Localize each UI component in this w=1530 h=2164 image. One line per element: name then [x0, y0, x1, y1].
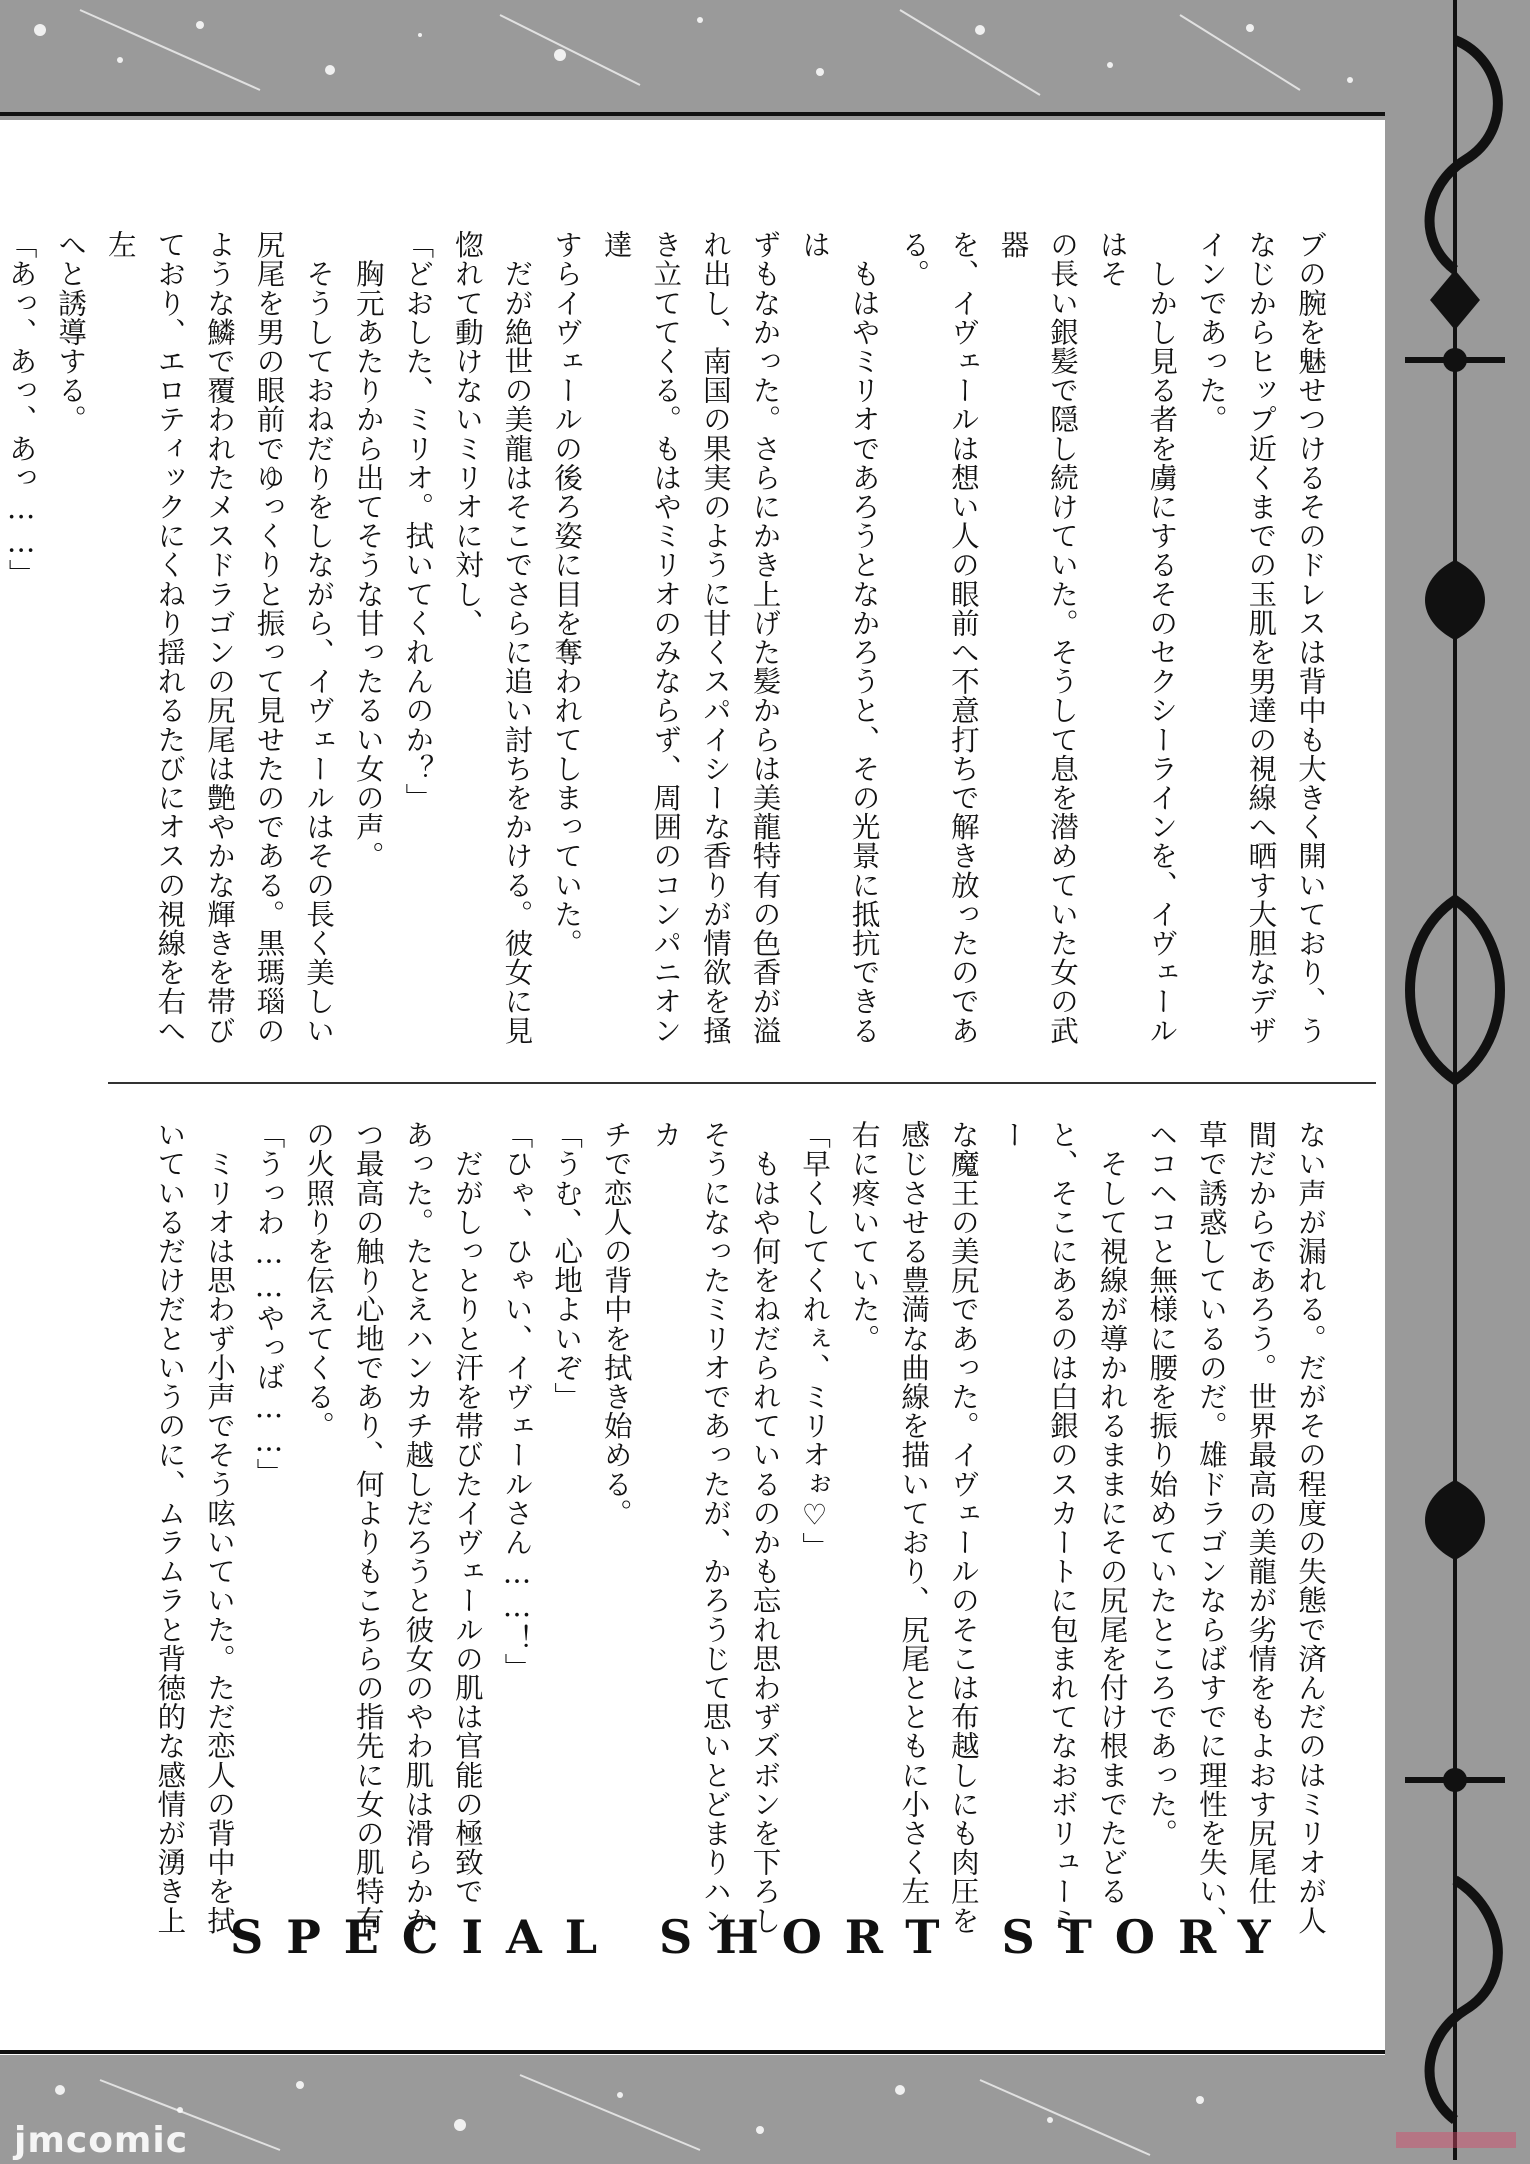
text-column: なじからヒップ近くまでの玉肌を男達の視線へ晒す大胆なデザ — [1244, 230, 1278, 1045]
text-column: つ最高の触り心地であり、何よりもこちらの指先に女の肌特有 — [351, 1120, 385, 1935]
text-column: の長い銀髪で隠し続けていた。そうして息を潜めていた女の武器 — [996, 230, 1080, 1045]
text-column: れ出し、南国の果実のように甘くスパイシーな香りが情欲を掻 — [698, 230, 732, 1045]
text-column: そうになったミリオであったが、かろうじて思いとどまりハンカ — [649, 1120, 732, 1935]
site-watermark: jmcomic — [14, 2120, 189, 2161]
ornamental-border-right — [1385, 0, 1530, 2160]
text-column: もはや何をねだられているのかも忘れ思わずズボンを下ろし — [748, 1120, 782, 1935]
text-column: へと誘導する。 — [54, 230, 88, 434]
text-column: ミリオは思わず小声でそう呟いていた。ただ恋人の背中を拭 — [202, 1120, 236, 1935]
text-column: 胸元あたりから出てそうな甘ったるい女の声。 — [351, 230, 385, 871]
text-column: 右に疼いていた。 — [847, 1120, 881, 1353]
text-column: ない声が漏れる。だがその程度の失態で済んだのはミリオが人 — [1294, 1120, 1327, 1935]
bottom-frame-line — [0, 2050, 1425, 2054]
text-column: しかし見る者を虜にするそのセクシーラインを、イヴェールはそ — [1095, 230, 1179, 1045]
text-column: 感じさせる豊満な曲線を描いており、尻尾とともに小さく左 — [897, 1120, 931, 1906]
text-column: ブの腕を魅せつけるそのドレスは背中も大きく開いており、う — [1294, 230, 1327, 1045]
text-column: 「うっわ……やっば……」 — [252, 1120, 286, 1488]
text-column: を、イヴェールは想い人の眼前へ不意打ちで解き放ったのである。 — [897, 230, 980, 1045]
text-column: 間だからであろう。世界最高の美龍が劣情をもよおす尻尾仕 — [1244, 1120, 1278, 1906]
text-column: と、そこにあるのは白銀のスカートに包まれてなおボリューミー — [996, 1120, 1080, 1935]
story-text-top — [4, 230, 1335, 1060]
text-column: 「ひゃ、ひゃい、イヴェールさん……！」 — [500, 1120, 534, 1682]
text-column: いているだけだというのに、ムラムラと背徳的な感情が湧き上 — [153, 1120, 187, 1935]
text-column: 惚れて動けないミリオに対し、 — [450, 230, 484, 638]
text-column: 草で誘惑しているのだ。雄ドラゴンならばすでに理性を失い、 — [1194, 1120, 1228, 1935]
corner-logo — [1396, 2128, 1516, 2152]
top-frame-line — [0, 112, 1425, 116]
text-column: ており、エロティックにくねり揺れるたびにオスの視線を右へ左 — [103, 230, 187, 1045]
text-column: の火照りを伝えてくる。 — [302, 1120, 336, 1441]
text-column: すらイヴェールの後ろ姿に目を奪われてしまっていた。 — [550, 230, 584, 958]
text-column: インであった。 — [1194, 230, 1228, 434]
story-text-bottom — [153, 1120, 1335, 1960]
text-column: だがしっとりと汗を帯びたイヴェールの肌は官能の極致で — [450, 1120, 484, 1906]
text-column: あった。たとえハンカチ越しだろうと彼女のやわ肌は滑らかか — [401, 1120, 435, 1935]
text-column: き立ててくる。もはやミリオのみならず、周囲のコンパニオン達 — [599, 230, 683, 1045]
text-column: だが絶世の美龍はそこでさらに追い討ちをかける。彼女に見 — [500, 230, 534, 1045]
text-column: 「あっ、あっ、あっ……」 — [4, 230, 38, 589]
text-column: 尻尾を男の眼前でゆっくりと振って見せたのである。黒瑪瑙の — [252, 230, 286, 1045]
footer-title: SPECIAL SHORT STORY — [230, 1910, 1294, 1964]
text-column: ヘコヘコと無様に腰を振り始めていたところであった。 — [1145, 1120, 1179, 1848]
text-column: もはやミリオであろうとなかろうと、その光景に抵抗できるは — [798, 230, 881, 1045]
text-column: そして視線が導かれるままにその尻尾を付け根までたどる — [1095, 1120, 1129, 1906]
section-divider — [108, 1082, 1376, 1084]
text-column: 「早くしてくれぇ、ミリオぉ♡」 — [798, 1120, 832, 1561]
text-column: ずもなかった。さらにかき上げた髪からは美龍特有の色香が溢 — [748, 230, 782, 1045]
text-column: ような鱗で覆われたメスドラゴンの尻尾は艶やかな輝きを帯び — [202, 230, 236, 1045]
text-column: チで恋人の背中を拭き始める。 — [599, 1120, 633, 1528]
text-column: 「うむ、心地よいぞ」 — [550, 1120, 584, 1411]
text-column: 「どおした、ミリオ。拭いてくれんのか？」 — [401, 230, 435, 812]
text-column: そうしておねだりをしながら、イヴェールはその長く美しい — [302, 230, 336, 1045]
text-column: な魔王の美尻であった。イヴェールのそこは布越しにも肉圧を — [946, 1120, 980, 1935]
